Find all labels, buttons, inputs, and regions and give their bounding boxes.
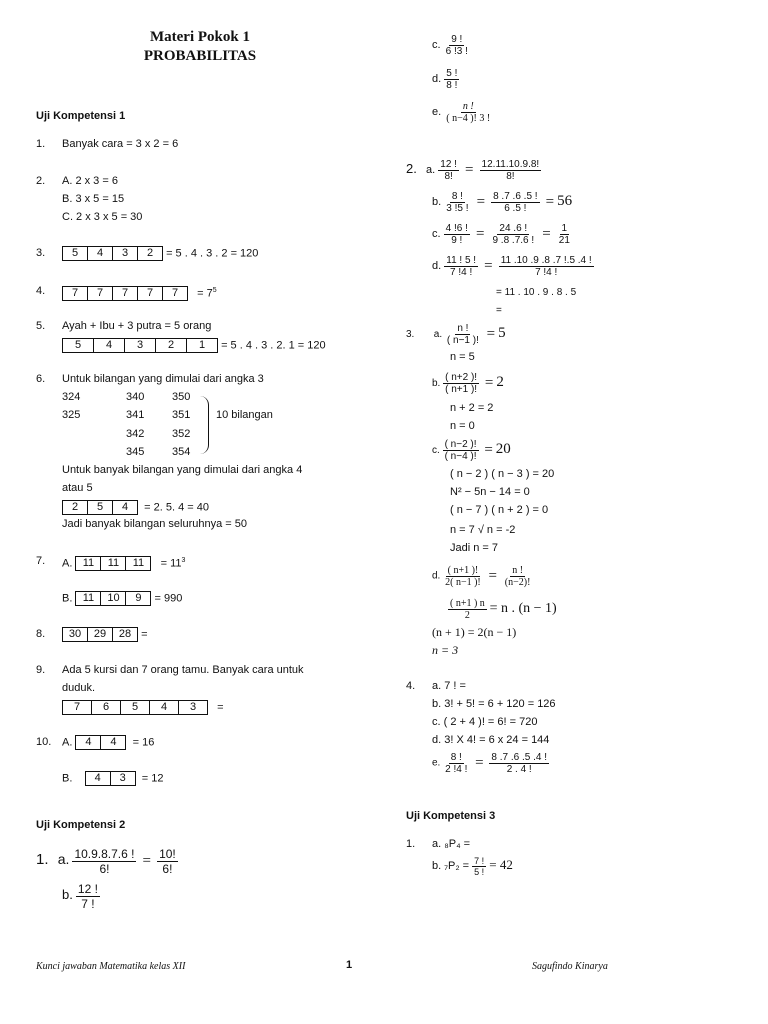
q6-number: 6. [36,373,46,385]
number-cell: 324 [62,391,81,403]
uk2-q3-c-line3: ( n − 7 ) ( n + 2 ) = 0 [450,504,549,516]
q3-answer: 5 4 3 2 = 5 . 4 . 3 . 2 = 120 [62,246,258,261]
q10-answer-a: A. 4 4 = 16 [62,736,155,749]
q9-text2: duduk. [62,682,96,694]
q4-number: 4. [36,285,46,297]
q9-text: Ada 5 kursi dan 7 orang tamu. Banyak cara untuk [62,664,304,676]
uk2-q2-d: d. $\frac{11 ! 5 !}{7 !4 !}$ = $\frac{11 .10 .9 .8 .7 !.5 .4 !}{7 !4 !}$ [432,254,592,278]
uk2-q2-d-line3: = [496,305,502,316]
uk2-q2-a: 2. a. $\frac{12 !}{8!}$ = $\frac{12.11.10.9.8!}{8!}$ [406,158,540,182]
uk2-q4-a: a. 7 ! = [432,680,466,692]
q1-answer: Banyak cara = 3 x 2 = 6 [62,138,179,150]
uk2-q2-d-line2: = 11 . 10 . 9 . 8 . 5 [496,287,577,298]
uk2-q3-c-line2: N² − 5n − 14 = 0 [450,486,530,498]
q9-number: 9. [36,664,46,676]
uk2-q2-c: c. $\frac{4 !6 !}{9 !}$ = $\frac{24 .6 !}{9 .8 .7.6 !}$ = $\frac{1}{21}$ [432,222,570,246]
uk2-q3-d-step: $\frac{( n+1 ) n}{2}$ = n . (n − 1) [450,597,557,621]
uk3-q1-b: b. ₇P₂ = $\frac{7 !}{5 !}$ = 42 [432,855,513,877]
uk2-q3-d-line2: n = 3 [432,643,459,657]
slot-boxes: 11 11 11 [75,556,151,571]
q2-answer-b: B. 3 x 5 = 15 [62,193,125,205]
number-cell: 325 [62,409,81,421]
q5-number: 5. [36,320,46,332]
q6-text: Untuk bilangan yang dimulai dari angka 3 [62,373,264,385]
uk2-q2-b: b. $\frac{8 !}{3 !5 !}$ = $\frac{8 .7 .6 .5 !}{6 .5 !}$ = 56 [432,190,573,214]
page-title-line1: Materi Pokok 1 [150,29,250,45]
q10-answer-b: B. 4 3 = 12 [62,772,164,785]
q7-answer-a: A. 11 11 11 = $11^3$ [62,557,186,570]
uk2-q4-c: c. ( 2 + 4 )! = 6! = 720 [432,716,538,728]
slot-boxes: 2 5 4 [62,500,138,515]
section-title-uk3: Uji Kompetensi 3 [406,810,496,822]
brace-label: 10 bilangan [216,409,273,421]
q5-text: Ayah + Ibu + 3 putra = 5 orang [62,320,212,332]
number-cell: 342 [126,428,145,440]
q9-answer: 7 6 5 4 3 = [62,700,224,715]
slot-boxes: 5 4 3 2 [62,246,163,261]
q6-conclusion: Jadi banyak bilangan seluruhnya = 50 [62,518,247,530]
q2-number: 2. [36,175,46,187]
footer-left: Kunci jawaban Matematika kelas XII [36,961,186,972]
slot-boxes: 11 10 9 [75,591,151,606]
q6-answer: 2 5 4 = 2. 5. 4 = 40 [62,500,209,515]
q8-answer: 30 29 28 = [62,627,148,642]
curly-brace [200,396,209,454]
uk2-q3-b-line2: n = 0 [450,420,475,432]
uk2-q1-b: b. $\frac{12 !}{7 !}$ [62,881,98,911]
slot-boxes: 5 4 3 2 1 [62,338,218,353]
uk2-q1-c: c. $\frac{9 !}{6 !3 !}$ [432,33,468,57]
uk2-q3-b-line1: n + 2 = 2 [450,402,494,414]
q7-number: 7. [36,555,46,567]
uk2-q1-d: d. $\frac{5 !}{8 !}$ [432,67,458,91]
uk2-q4-e: e. $\frac{8 !}{2 !4 !}$ = $\frac{8 .7 .6 .5 .4 !}{2 . 4 !}$ [432,751,547,775]
number-cell: 354 [172,446,191,458]
uk2-q4-d: d. 3! X 4! = 6 x 24 = 144 [432,734,550,746]
uk2-q3-d-line1: (n + 1) = 2(n − 1) [432,625,517,639]
q5-answer: 5 4 3 2 1 = 5 . 4 . 3 . 2. 1 = 120 [62,338,326,353]
q4-answer: 7 7 7 7 7 = $7^5$ [62,284,217,301]
slot-boxes: 7 6 5 4 3 [62,700,208,715]
number-cell: 341 [126,409,145,421]
uk2-q3-b: b. $\frac{( n+2 )!}{( n+1 )!}$ = 2 [432,371,504,395]
number-cell: 352 [172,428,191,440]
number-cell: 351 [172,409,191,421]
number-cell: 350 [172,391,191,403]
uk3-q1-a: a. ₈P₄ = [432,838,471,850]
q8-number: 8. [36,628,46,640]
page-number: 1 [346,959,353,971]
uk2-q3-d: d. $\frac{( n+1 )!}{2( n-1 )!}$ = $\frac{n !}{(n-2)!}$ [432,564,531,588]
q2-answer-a: A. 2 x 3 = 6 [62,175,118,187]
section-title-uk1: Uji Kompetensi 1 [36,110,126,122]
uk2-q1-a: 1. a. $\frac{10.9.8.7.6 !}{6!}$ = $\frac{10!}{6!}$ [36,846,176,876]
uk2-q3-a: 3. a. $\frac{n !}{( n-1 )!}$ = 5 [406,322,506,346]
number-cell: 345 [126,446,145,458]
q1-number: 1. [36,138,46,150]
slot-boxes: 4 4 [75,735,126,750]
slot-boxes: 4 3 [85,771,136,786]
uk2-q3-c: c. $\frac{( n-2 )!}{( n-4 )!}$ = 20 [432,438,511,462]
uk2-q3-c-line4: n = 7 √ n = -2 [450,524,516,536]
q6-text2: Untuk banyak bilangan yang dimulai dari angka 4 [62,464,303,476]
uk2-q4-number: 4. [406,680,416,692]
page-title-line2: PROBABILITAS [143,48,257,64]
number-cell: 340 [126,391,145,403]
uk3-q1-number: 1. [406,838,416,850]
uk2-q3-a-line1: n = 5 [450,351,475,363]
section-title-uk2: Uji Kompetensi 2 [36,819,126,831]
uk2-q1-e: e. $\frac{n !}{( n-4 )! 3 !}$ [432,100,491,124]
uk2-q3-c-line5: Jadi n = 7 [450,542,499,554]
q7-answer-b: B. 11 10 9 = 990 [62,592,183,605]
q2-answer-c: C. 2 x 3 x 5 = 30 [62,211,143,223]
q10-number: 10. [36,736,52,748]
slot-boxes: 30 29 28 [62,627,138,642]
uk2-q3-c-line1: ( n − 2 ) ( n − 3 ) = 20 [450,468,555,480]
q3-number: 3. [36,247,46,259]
uk2-q4-b: b. 3! + 5! = 6 + 120 = 126 [432,698,556,710]
q6-text3: atau 5 [62,482,93,494]
slot-boxes: 7 7 7 7 7 [62,286,188,301]
footer-right: Sagufindo Kinarya [532,961,608,972]
